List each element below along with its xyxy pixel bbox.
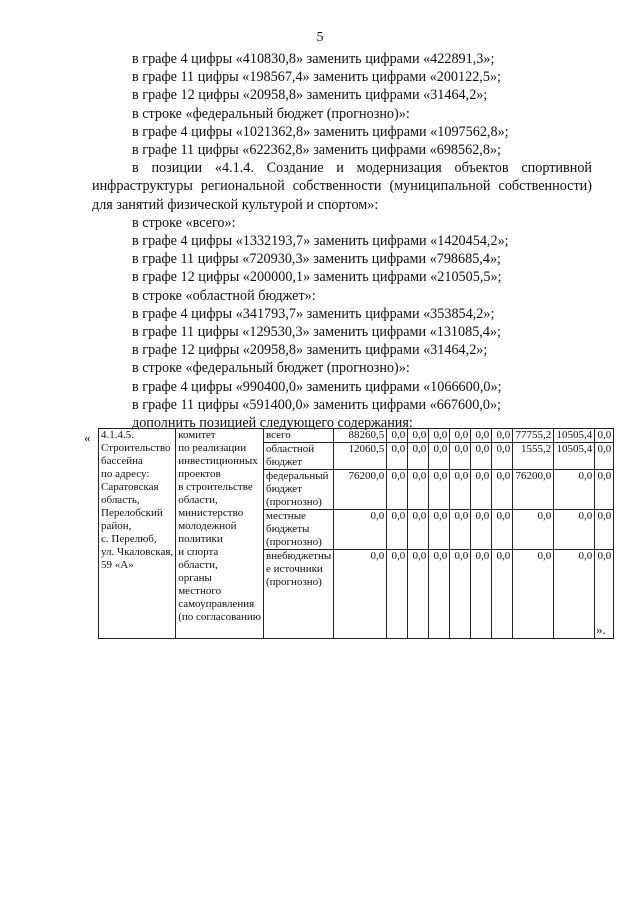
- value-cell: 0,0: [471, 470, 492, 510]
- text-line: в строке «областной бюджет»:: [132, 287, 316, 304]
- funding-source-line: внебюджетны: [266, 550, 332, 562]
- executor-line: политики: [178, 533, 223, 545]
- text-line: дополнить позицией следующего содержания:: [132, 415, 413, 432]
- executor-line: проектов: [178, 468, 221, 480]
- executor-line: местного: [178, 585, 222, 597]
- value-cell: 0,0: [492, 510, 513, 550]
- executor-line: по реализации: [178, 442, 247, 454]
- value-cell: 0,0: [492, 470, 513, 510]
- text-line: инфраструктуры региональной собственности (муниципальной собственности): [92, 178, 592, 195]
- funding-source-cell: [264, 510, 334, 550]
- value-cell: 0,0: [387, 550, 408, 639]
- value-cell: 0,0: [492, 429, 513, 443]
- position-code-line: по адресу:: [101, 468, 150, 480]
- funding-source-line: бюджет: [266, 456, 302, 468]
- position-code-line: 4.1.4.5.: [101, 429, 134, 441]
- value-cell: 0,0: [429, 470, 450, 510]
- value-cell: 0,0: [554, 510, 595, 550]
- value-cell: 0,0: [408, 550, 429, 639]
- value-cell: 0,0: [429, 510, 450, 550]
- executor-line: молодежной: [178, 520, 237, 532]
- value-cell: 0,0: [471, 550, 492, 639]
- funding-source-line: федеральный: [266, 470, 329, 482]
- position-code-cell: [99, 429, 176, 639]
- value-cell: 0,0: [595, 429, 614, 443]
- text-line: для занятий физической культурой и спортом»:: [92, 196, 379, 213]
- amendment-text: [92, 50, 592, 432]
- value-cell: 0,0: [595, 510, 614, 550]
- funding-source-line: е источники: [266, 563, 323, 575]
- text-line: в графе 11 цифры «622362,8» заменить цифрами «698562,8»;: [132, 142, 501, 159]
- value-cell: 0,0: [450, 443, 471, 470]
- text-line: в графе 4 цифры «410830,8» заменить цифрами «422891,3»;: [132, 51, 495, 67]
- value-cell: 0,0: [408, 510, 429, 550]
- funding-source-cell: [264, 470, 334, 510]
- funding-source-line: (прогнозно): [266, 536, 322, 548]
- value-cell: 10505,4: [554, 429, 595, 443]
- value-cell: 10505,4: [554, 443, 595, 470]
- position-code-line: 59 «А»: [101, 559, 134, 571]
- value-cell: 12060,5: [334, 443, 387, 470]
- text-line: в строке «всего»:: [132, 214, 236, 231]
- value-cell: 0,0: [408, 443, 429, 470]
- position-code-line: бассейна: [101, 455, 143, 467]
- value-cell: 0,0: [513, 510, 554, 550]
- text-line: в графе 11 цифры «720930,3» заменить цифрами «798685,4»;: [132, 251, 501, 268]
- funding-source-cell: [264, 550, 334, 639]
- executor-line: и спорта: [178, 546, 219, 558]
- funding-source-cell: [264, 429, 334, 443]
- funding-source-line: (прогнозно): [266, 496, 322, 508]
- text-line: в графе 11 цифры «591400,0» заменить цифрами «667600,0»;: [132, 396, 501, 413]
- text-line: в графе 4 цифры «341793,7» заменить цифрами «353854,2»;: [132, 305, 495, 322]
- executor-line: области,: [178, 559, 218, 571]
- position-code-line: район,: [101, 520, 132, 532]
- funding-source-cell: [264, 443, 334, 470]
- funding-source-line: бюджет: [266, 483, 302, 495]
- text-line: в строке «федеральный бюджет (прогнозно)»:: [132, 105, 410, 122]
- value-cell: 0,0: [429, 443, 450, 470]
- text-line: в графе 11 цифры «198567,4» заменить цифрами «200122,5»;: [132, 69, 501, 86]
- text-line: в графе 12 цифры «20958,8» заменить цифрами «31464,2»;: [132, 342, 488, 359]
- value-cell: 0,0: [408, 470, 429, 510]
- value-cell: 0,0: [554, 470, 595, 510]
- value-cell: 0,0: [471, 443, 492, 470]
- value-cell: 76200,0: [334, 470, 387, 510]
- value-cell: 0,0: [471, 429, 492, 443]
- funding-source-line: (прогнозно): [266, 576, 322, 588]
- opening-quote: «: [84, 430, 91, 445]
- executor-cell: [176, 429, 264, 639]
- value-cell: 0,0: [595, 443, 614, 470]
- text-line: в графе 4 цифры «1332193,7» заменить цифрами «1420454,2»;: [132, 233, 509, 250]
- funding-source-line: областной: [266, 443, 315, 455]
- value-cell: 0,0: [334, 550, 387, 639]
- executor-line: области,: [178, 494, 218, 506]
- value-cell: 0,0: [492, 550, 513, 639]
- value-cell: 0,0: [471, 510, 492, 550]
- value-cell: 0,0: [450, 429, 471, 443]
- position-code-line: Саратовская: [101, 481, 159, 493]
- text-line: в графе 4 цифры «1021362,8» заменить цифрами «1097562,8»;: [132, 123, 509, 140]
- closing-quote: ».: [596, 622, 606, 637]
- funding-source-line: всего: [266, 429, 291, 441]
- executor-line: комитет: [178, 429, 216, 441]
- value-cell: 0,0: [429, 429, 450, 443]
- text-line: в графе 12 цифры «20958,8» заменить цифрами «31464,2»;: [132, 87, 488, 104]
- value-cell: 0,0: [554, 550, 595, 639]
- value-cell: 0,0: [429, 550, 450, 639]
- value-cell: 77755,2: [513, 429, 554, 443]
- text-line: в графе 12 цифры «200000,1» заменить цифрами «210505,5»;: [132, 269, 502, 286]
- value-cell: 0,0: [513, 550, 554, 639]
- executor-line: министерство: [178, 507, 244, 519]
- executor-line: органы: [178, 572, 212, 584]
- position-table: [98, 428, 614, 639]
- executor-line: инвестиционных: [178, 455, 258, 467]
- value-cell: 76200,0: [513, 470, 554, 510]
- position-code-line: Перелобский: [101, 507, 163, 519]
- value-cell: 0,0: [595, 550, 614, 639]
- value-cell: 1555,2: [513, 443, 554, 470]
- value-cell: 0,0: [334, 510, 387, 550]
- value-cell: 88260,5: [334, 429, 387, 443]
- value-cell: 0,0: [595, 470, 614, 510]
- funding-source-line: бюджеты: [266, 523, 310, 535]
- position-code-line: Строительство: [101, 442, 171, 454]
- page-number: 5: [316, 30, 324, 45]
- text-line: в графе 11 цифры «129530,3» заменить цифрами «131085,4»;: [132, 324, 501, 341]
- value-cell: 0,0: [450, 470, 471, 510]
- value-cell: 0,0: [387, 510, 408, 550]
- executor-line: в строительстве: [178, 481, 253, 493]
- table-row: [99, 429, 614, 443]
- executor-line: самоуправления: [178, 598, 255, 610]
- position-code-line: с. Перелюб,: [101, 533, 157, 545]
- value-cell: 0,0: [387, 429, 408, 443]
- value-cell: 0,0: [450, 550, 471, 639]
- funding-source-line: местные: [266, 510, 306, 522]
- value-cell: 0,0: [387, 470, 408, 510]
- text-line: в графе 4 цифры «990400,0» заменить цифрами «1066600,0»;: [132, 378, 502, 395]
- value-cell: 0,0: [408, 429, 429, 443]
- value-cell: 0,0: [387, 443, 408, 470]
- position-code-line: область,: [101, 494, 140, 506]
- text-line: в строке «федеральный бюджет (прогнозно)»:: [132, 360, 410, 377]
- value-cell: 0,0: [450, 510, 471, 550]
- position-code-line: ул. Чкаловская,: [101, 546, 174, 558]
- value-cell: 0,0: [492, 443, 513, 470]
- executor-line: (по согласованию: [178, 611, 261, 623]
- text-line: в позиции «4.1.4. Создание и модернизация объектов спортивной: [132, 160, 592, 177]
